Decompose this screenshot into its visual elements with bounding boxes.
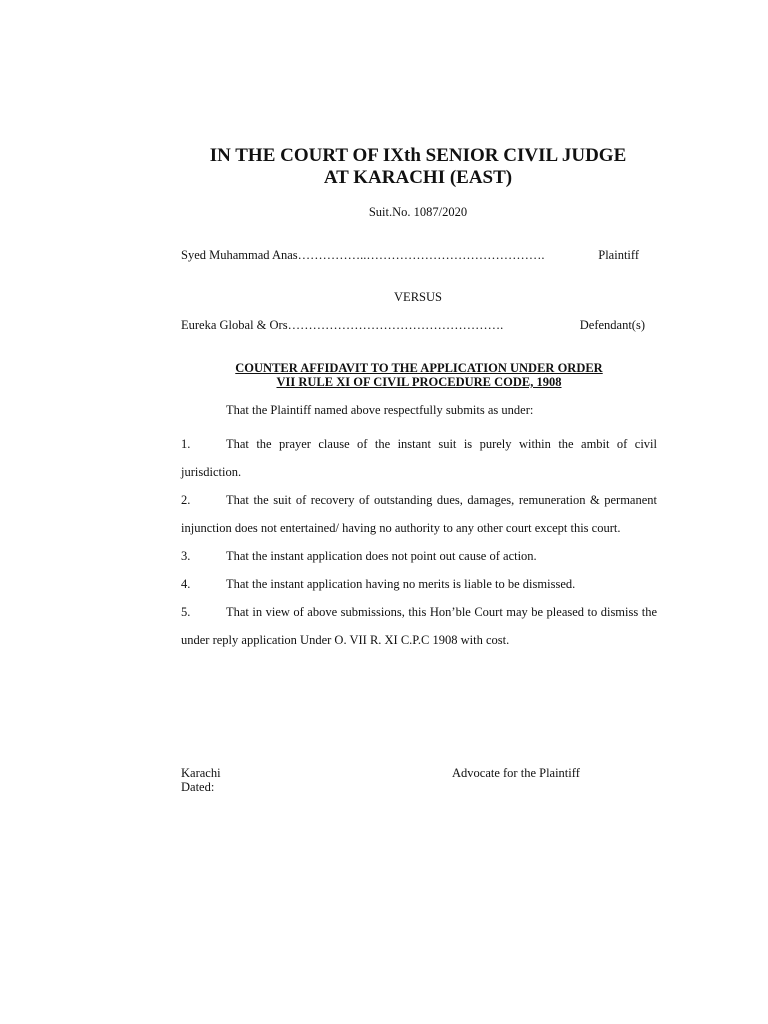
versus-label: VERSUS: [394, 290, 442, 304]
submission-list: [181, 430, 657, 654]
suit-number: Suit.No. 1087/2020: [368, 205, 468, 219]
court-title: [150, 145, 686, 189]
footer-place-date: [181, 766, 221, 794]
plaintiff-line: [181, 248, 639, 263]
plaintiff-name: Syed Muhammad Anas: [181, 248, 298, 262]
defendant-line: [181, 318, 645, 333]
defendant-name: Eureka Global & Ors: [181, 318, 288, 332]
defendant-leader-dots: …………………………………………….: [287, 318, 504, 332]
list-item: [181, 486, 657, 542]
list-item: [181, 542, 657, 570]
list-item: [181, 430, 657, 486]
plaintiff-leader-dots: ……………..…………………………………….: [297, 248, 545, 262]
court-title-line-1: IN THE COURT OF IXth SENIOR CIVIL JUDGE: [209, 145, 627, 166]
footer-place: Karachi: [181, 766, 221, 780]
defendant-role: Defendant(s): [579, 318, 645, 332]
list-item-number: 2.: [181, 493, 191, 507]
list-item-number: 4.: [181, 577, 191, 591]
list-item-text: That the instant application does not point out cause of action.: [226, 549, 537, 563]
document-heading-line-2: VII RULE XI OF CIVIL PROCEDURE CODE, 1908: [276, 375, 562, 389]
plaintiff-role: Plaintiff: [598, 248, 639, 262]
document-heading: [181, 361, 657, 389]
list-item-number: 5.: [181, 605, 191, 619]
court-title-line-2: AT KARACHI (EAST): [323, 167, 513, 188]
list-item-number: 1.: [181, 437, 191, 451]
list-item-number: 3.: [181, 549, 191, 563]
list-item-text: That the suit of recovery of outstanding dues, damages, remuneration & permanent injunction does not entertained/ having no authority to any other court except this court.: [181, 493, 657, 535]
list-item-text: That the prayer clause of the instant suit is purely within the ambit of civil jurisdiction.: [181, 437, 657, 479]
list-item: [181, 598, 657, 654]
footer-signatory: Advocate for the Plaintiff: [452, 766, 580, 780]
list-item-text: That in view of above submissions, this Hon’ble Court may be pleased to dismiss the under reply application Under O. VII R. XI C.P.C 1908 with cost.: [181, 605, 657, 647]
list-item: [181, 570, 657, 598]
footer-dated: Dated:: [181, 780, 215, 794]
intro-paragraph: That the Plaintiff named above respectfully submits as under:: [226, 403, 534, 417]
document-heading-line-1: COUNTER AFFIDAVIT TO THE APPLICATION UNDER ORDER: [235, 361, 603, 375]
list-item-text: That the instant application having no merits is liable to be dismissed.: [226, 577, 576, 591]
